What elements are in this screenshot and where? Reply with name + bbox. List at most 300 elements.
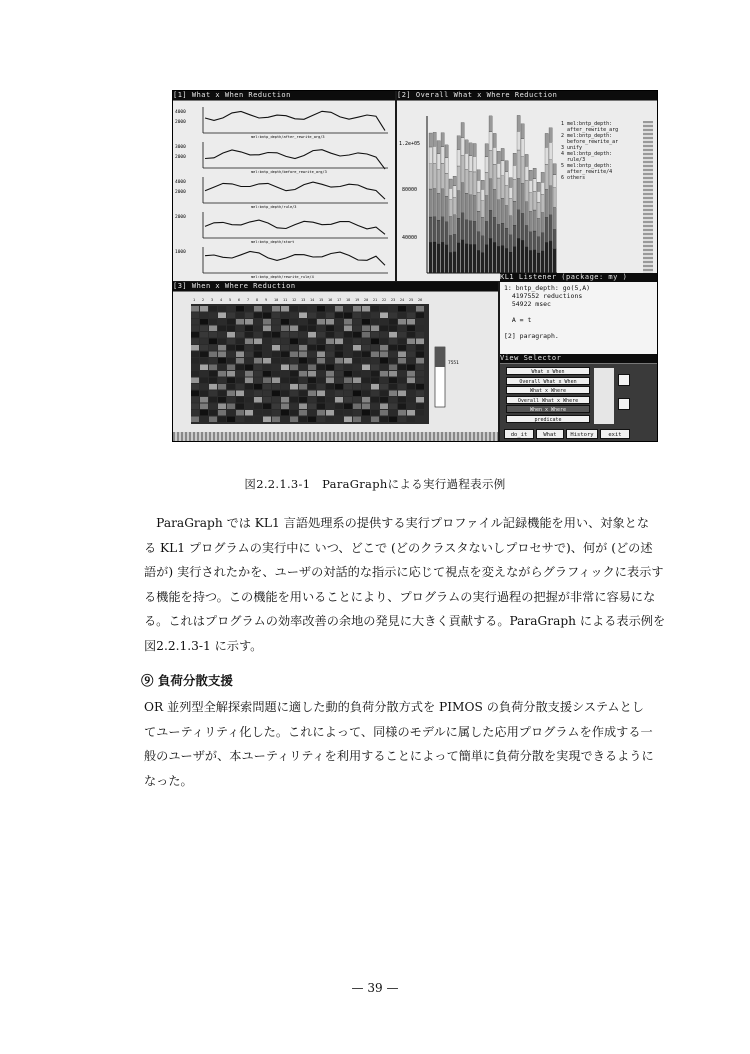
heatmap-cell [344, 371, 352, 377]
heatmap-cell [317, 397, 325, 403]
heatmap-cell [362, 352, 370, 358]
plot-label: mel:bntp_depth/before_rewrite_arg/3 [251, 170, 327, 174]
heatmap-cell [344, 417, 352, 423]
heatmap-cell [380, 345, 388, 351]
heatmap-cell [326, 339, 334, 345]
heatmap-cell [299, 358, 307, 364]
stacked-bar-segment [477, 180, 480, 192]
heatmap-cell [227, 326, 235, 332]
heatmap-cell [218, 319, 226, 325]
heatmap-cell [200, 365, 208, 371]
stacked-bar-segment [441, 217, 444, 242]
stacked-bar-segment [497, 246, 500, 273]
heatmap-cell [416, 417, 424, 423]
heatmap-cell [209, 339, 217, 345]
overall-what-where-pane [397, 101, 657, 281]
stacked-bar-segment [525, 166, 528, 180]
heatmap-cell [200, 410, 208, 416]
heatmap-cell [236, 410, 244, 416]
heatmap-cell [299, 404, 307, 410]
stacked-bar-segment [501, 246, 504, 273]
stacked-bar-segment [549, 186, 552, 215]
stacked-bar-segment [429, 133, 432, 147]
heatmap-cell [308, 326, 316, 332]
heatmap-cell [371, 378, 379, 384]
heatmap-cell [308, 397, 316, 403]
heatmap-cell [308, 417, 316, 423]
heatmap-cell [272, 306, 280, 312]
heatmap-cell [317, 306, 325, 312]
heatmap-cell [191, 371, 199, 377]
heatmap-cell [209, 326, 217, 332]
heatmap-cell [353, 371, 361, 377]
plot-line [205, 182, 385, 199]
stacked-bar-segment [441, 133, 444, 147]
heatmap-cell [407, 384, 415, 390]
stacked-bar-segment [497, 224, 500, 246]
heatmap-cell [245, 319, 253, 325]
heatmap-cell [362, 378, 370, 384]
stacked-bar-segment [489, 238, 492, 273]
heatmap-cell [209, 410, 217, 416]
plot-y-label: 2000 [175, 120, 186, 125]
heatmap-cell [290, 306, 298, 312]
stacked-bar-segment [445, 145, 448, 158]
heatmap-col-label: 15 [319, 298, 324, 302]
heatmap-cell [407, 345, 415, 351]
heatmap-cell [254, 404, 262, 410]
pane2-title-bar[interactable]: [2] Overall What x Where Reduction [397, 91, 657, 101]
plot-y-label: 3000 [175, 145, 186, 150]
stacked-bar-segment [521, 184, 524, 214]
heatmap-cell [281, 326, 289, 332]
y-tick-label: 1.2e+05 [399, 141, 421, 147]
heatmap-cell [353, 404, 361, 410]
stacked-bar-segment [441, 189, 444, 217]
plot-y-label: 4000 [175, 110, 186, 115]
history-button[interactable]: History [566, 429, 598, 439]
stacked-bar-segment [549, 128, 552, 143]
stacked-bar-segment [485, 195, 488, 221]
pane3-title-bar[interactable]: [3] When x Where Reduction [173, 282, 498, 292]
paragraph-line: る。これはプログラムの効率改善の余地の発見に大きく貢献する。ParaGraph による表示例を [144, 614, 666, 629]
heatmap-cell [281, 417, 289, 423]
heatmap-cell [299, 391, 307, 397]
stacked-bar-segment [449, 217, 452, 236]
stacked-bar-segment [537, 253, 540, 273]
stacked-bar-segment [529, 170, 532, 180]
stacked-bar-segment [541, 182, 544, 194]
stacked-bar-segment [545, 217, 548, 242]
heatmap-cell [281, 391, 289, 397]
heatmap-cell [389, 410, 397, 416]
heatmap-cell [317, 365, 325, 371]
heatmap-cell [371, 345, 379, 351]
what-when-pane [173, 101, 395, 281]
listener-line: 54922 msec [504, 300, 551, 308]
stacked-bar-segment [465, 220, 468, 244]
stacked-bar-segment [429, 217, 432, 242]
heatmap-cell [245, 384, 253, 390]
heatmap-cell [281, 345, 289, 351]
heatmap-cell [191, 332, 199, 338]
paragraph-line: 語が) 実行されたかを、ユーザの対話的な指示に応じて視点を変えながらグラフィックに表示す [144, 565, 664, 580]
heatmap-cell [389, 384, 397, 390]
heatmap-cell [380, 319, 388, 325]
heatmap-cell [236, 417, 244, 423]
heatmap-cell [218, 410, 226, 416]
heatmap-cell [398, 306, 406, 312]
stacked-bar-segment [489, 210, 492, 238]
heatmap-cell [227, 397, 235, 403]
heatmap-cell [344, 365, 352, 371]
heatmap-cell [398, 352, 406, 358]
scrollbar[interactable] [643, 121, 653, 281]
heatmap-cell [191, 326, 199, 332]
listener-title-bar[interactable]: KL1 Listener (package: my ) [500, 273, 657, 283]
heatmap-cell [380, 365, 388, 371]
stacked-bar-segment [465, 244, 468, 273]
heatmap-cell [245, 410, 253, 416]
stacked-bar-segment [473, 144, 476, 157]
stacked-bar-segment [549, 241, 552, 273]
heatmap-cell [389, 365, 397, 371]
heatmap-cell [398, 391, 406, 397]
heatmap-cell [416, 371, 424, 377]
heatmap-cell [335, 417, 343, 423]
paragraph-line: る機能を持つ。この機能を用いることにより、プログラムの実行過程の把握が非常に容易にな [144, 589, 656, 604]
heatmap-cell [407, 352, 415, 358]
heatmap-cell [344, 326, 352, 332]
doit-button[interactable]: do_it [504, 429, 534, 439]
heatmap-cell [290, 319, 298, 325]
view-button[interactable]: What x When [506, 367, 590, 375]
heatmap-cell [299, 352, 307, 358]
scale-label: 7551 [448, 361, 459, 366]
paragraph-line: 般のユーザが、本ユーティリティを利用することによって簡単に負荷分散を実現できるように [144, 749, 654, 764]
stacked-bar-segment [517, 131, 520, 150]
heatmap-col-label: 9 [265, 298, 268, 302]
heatmap-cell [281, 339, 289, 345]
heatmap-col-label: 8 [256, 298, 259, 302]
heatmap-cell [263, 371, 271, 377]
heatmap-cell [290, 384, 298, 390]
heatmap-cell [362, 397, 370, 403]
heatmap-cell [371, 306, 379, 312]
stacked-bar-segment [481, 201, 484, 218]
heatmap-cell [317, 410, 325, 416]
heatmap-cell [326, 352, 334, 358]
heatmap-cell [317, 339, 325, 345]
what-button[interactable]: What [536, 429, 564, 439]
stacked-bar-segment [545, 189, 548, 217]
heatmap-cell [344, 313, 352, 319]
heatmap-cell [380, 397, 388, 403]
heatmap-cell [380, 391, 388, 397]
heatmap-cell [200, 306, 208, 312]
heatmap-cell [308, 306, 316, 312]
stacked-bar-segment [553, 207, 556, 229]
heatmap-cell [389, 332, 397, 338]
heatmap-cell [200, 404, 208, 410]
heatmap-cell [245, 397, 253, 403]
stacked-bar-segment [521, 124, 524, 139]
stacked-bar-segment [481, 180, 484, 189]
heatmap-cell [308, 410, 316, 416]
stacked-bar-segment [529, 250, 532, 273]
heatmap-cell [191, 391, 199, 397]
heatmap-cell [344, 306, 352, 312]
view-button[interactable]: Overall What x Where [506, 396, 590, 404]
heatmap-cell [416, 410, 424, 416]
stacked-bar-segment [481, 253, 484, 273]
stacked-bar-segment [433, 163, 436, 188]
stacked-bar-segment [501, 148, 504, 161]
heatmap-cell [353, 352, 361, 358]
heatmap-cell [299, 384, 307, 390]
stacked-bar-segment [513, 225, 516, 247]
heatmap-cell [362, 391, 370, 397]
legend-entry: 4 mel:bntp_depth: [561, 151, 613, 157]
stacked-bar-segment [509, 235, 512, 252]
option-box[interactable] [618, 398, 630, 410]
heatmap-cell [236, 378, 244, 384]
heatmap-cell [209, 345, 217, 351]
heatmap-cell [281, 371, 289, 377]
pane3-scrollbar[interactable] [173, 432, 498, 441]
heatmap-cell [272, 391, 280, 397]
heatmap-cell [416, 397, 424, 403]
heatmap-cell [272, 319, 280, 325]
heatmap-cell [227, 378, 235, 384]
view-button[interactable]: Overall What x When [506, 377, 590, 385]
heatmap-cell [398, 345, 406, 351]
heatmap-cell [191, 352, 199, 358]
listener-line [504, 308, 653, 316]
heatmap-cell [227, 404, 235, 410]
option-box[interactable] [618, 374, 630, 386]
stacked-bar-segment [485, 144, 488, 157]
stacked-bar-segment [517, 150, 520, 178]
heatmap-cell [371, 384, 379, 390]
heatmap-cell [281, 313, 289, 319]
heatmap-cell [299, 313, 307, 319]
heatmap [173, 292, 498, 432]
stacked-bar-segment [505, 248, 508, 273]
heatmap-cell [290, 352, 298, 358]
heatmap-cell [389, 404, 397, 410]
heatmap-cell [218, 378, 226, 384]
heatmap-cell [335, 313, 343, 319]
heatmap-cell [254, 417, 262, 423]
heatmap-cell [308, 391, 316, 397]
heatmap-cell [407, 358, 415, 364]
stacked-bar-segment [429, 242, 432, 273]
heatmap-cell [344, 391, 352, 397]
stacked-bar-segment [469, 221, 472, 244]
paragraph-line: 図2.2.1.3-1 に示す。 [144, 638, 263, 653]
heatmap-cell [407, 339, 415, 345]
stacked-bar-segment [485, 172, 488, 195]
heatmap-cell [308, 345, 316, 351]
heatmap-cell [272, 358, 280, 364]
view-button[interactable]: What x Where [506, 386, 590, 394]
heatmap-cell [353, 410, 361, 416]
heatmap-cell [344, 404, 352, 410]
heatmap-cell [389, 313, 397, 319]
stacked-bar-segment [533, 231, 536, 250]
stacked-bar-segment [477, 250, 480, 273]
stacked-bar-segment [517, 238, 520, 273]
heatmap-cell [245, 404, 253, 410]
heatmap-cell [398, 313, 406, 319]
stacked-bar-segment [533, 191, 536, 210]
stacked-bar-segment [493, 133, 496, 147]
heatmap-cell [272, 339, 280, 345]
heatmap-cell [227, 339, 235, 345]
stacked-bar-segment [525, 181, 528, 202]
paragraph-line: OR 並列型全解探索問題に適した動的負荷分散方式を PIMOS の負荷分散支援システムとし [144, 700, 644, 714]
heatmap-cell [200, 397, 208, 403]
stacked-bar-segment [449, 188, 452, 199]
heatmap-cell [191, 378, 199, 384]
view-arrows[interactable] [594, 368, 614, 424]
stacked-bar-segment [537, 182, 540, 191]
heatmap-cell [407, 397, 415, 403]
heatmap-cell [281, 378, 289, 384]
heatmap-cell [290, 313, 298, 319]
heatmap-cell [191, 404, 199, 410]
heatmap-cell [200, 326, 208, 332]
listener-line: 1: bntp_depth: go(5,A) [504, 284, 591, 292]
heatmap-cell [245, 345, 253, 351]
stacked-bar-segment [545, 242, 548, 273]
heatmap-cell [389, 397, 397, 403]
stacked-bar-segment [457, 150, 460, 167]
heatmap-cell [416, 358, 424, 364]
heatmap-cell [263, 306, 271, 312]
heatmap-cell [272, 365, 280, 371]
heatmap-cell [299, 397, 307, 403]
heatmap-cell [380, 378, 388, 384]
heatmap-cell [191, 417, 199, 423]
stacked-bar-segment [537, 191, 540, 202]
heatmap-cell [218, 332, 226, 338]
stacked-bar-segment [457, 191, 460, 218]
stacked-bar-segment [497, 163, 500, 178]
heatmap-cell [398, 358, 406, 364]
heatmap-cell [353, 378, 361, 384]
heatmap-cell [263, 345, 271, 351]
heatmap-cell [245, 326, 253, 332]
y-tick-label: 80000 [402, 187, 418, 193]
stacked-bar-segment [533, 250, 536, 273]
heatmap-cell [326, 326, 334, 332]
heatmap-cell [299, 306, 307, 312]
heatmap-cell [272, 313, 280, 319]
heatmap-cell [371, 410, 379, 416]
listener-line: 4197552 reductions [504, 292, 583, 300]
stacked-bar-segment [513, 153, 516, 165]
heatmap-cell [317, 404, 325, 410]
heatmap-cell [227, 358, 235, 364]
heatmap-cell [209, 384, 217, 390]
heatmap-cell [254, 345, 262, 351]
stacked-bar-segment [457, 218, 460, 243]
heatmap-col-label: 5 [229, 298, 232, 302]
stacked-bar-segment [445, 173, 448, 196]
stacked-bar-segment [521, 240, 524, 273]
stacked-bar-segment [437, 170, 440, 194]
heatmap-cell [362, 410, 370, 416]
heatmap-cell [290, 391, 298, 397]
exit-button[interactable]: exit [600, 429, 630, 439]
kl1-listener[interactable] [500, 282, 657, 354]
heatmap-cell [191, 358, 199, 364]
heatmap-cell [236, 326, 244, 332]
stacked-bar-segment [517, 210, 520, 238]
stacked-bar-segment [505, 161, 508, 172]
heatmap-cell [245, 365, 253, 371]
pane1-title-bar[interactable]: [1] What x When Reduction [173, 91, 395, 101]
heatmap-cell [209, 391, 217, 397]
stacked-bar-segment [513, 201, 516, 225]
heatmap-cell [209, 417, 217, 423]
heatmap-cell [326, 404, 334, 410]
view-button[interactable]: When x Where [506, 405, 590, 413]
heatmap-cell [389, 417, 397, 423]
stacked-bar-segment [505, 206, 508, 229]
stacked-bar-segment [461, 240, 464, 273]
heatmap-cell [236, 332, 244, 338]
heatmap-cell [263, 352, 271, 358]
heatmap-cell [272, 410, 280, 416]
heatmap-cell [344, 358, 352, 364]
stacked-bar-segment [457, 243, 460, 273]
heatmap-cell [263, 332, 271, 338]
stacked-bar-segment [537, 202, 540, 218]
scale-bar-dark [435, 347, 445, 367]
listener-line [504, 324, 653, 332]
stacked-bar-segment [529, 180, 532, 192]
stacked-bar-segment [549, 215, 552, 241]
stacked-bar-segment [545, 133, 548, 147]
heatmap-cell [362, 319, 370, 325]
heatmap-cell [281, 332, 289, 338]
heatmap-col-label: 3 [211, 298, 214, 302]
heatmap-cell [371, 397, 379, 403]
heatmap-cell [389, 339, 397, 345]
heatmap-cell [353, 391, 361, 397]
heatmap-cell [209, 306, 217, 312]
view-button[interactable]: predicate [506, 415, 590, 423]
heatmap-cell [326, 417, 334, 423]
heatmap-cell [389, 391, 397, 397]
heatmap-cell [191, 339, 199, 345]
heatmap-cell [299, 371, 307, 377]
stacked-bar-segment [461, 183, 464, 213]
heatmap-cell [380, 339, 388, 345]
heatmap-cell [299, 345, 307, 351]
heatmap-cell [200, 313, 208, 319]
heatmap-cell [236, 391, 244, 397]
heatmap-cell [245, 332, 253, 338]
stacked-bar-segment [545, 147, 548, 164]
heatmap-cell [416, 384, 424, 390]
heatmap-cell [218, 352, 226, 358]
stacked-bar-segment [461, 123, 464, 138]
heatmap-cell [281, 319, 289, 325]
